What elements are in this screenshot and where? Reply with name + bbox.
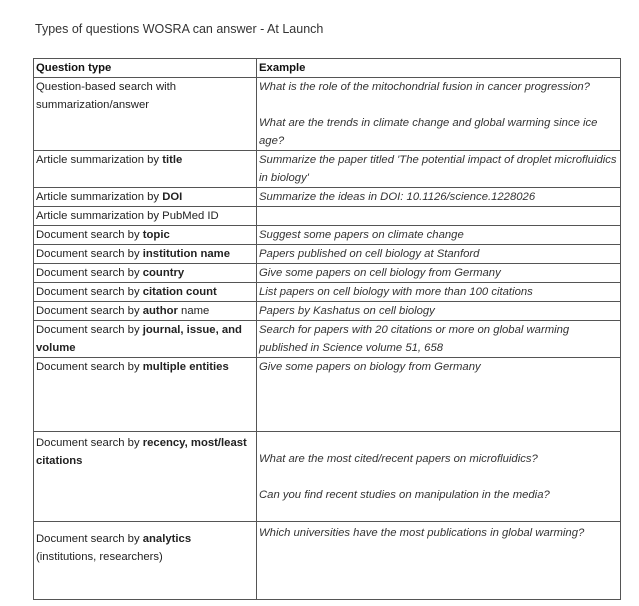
example-cell	[257, 188, 621, 207]
example-cell	[257, 226, 621, 245]
table-row	[34, 264, 621, 283]
table-row	[34, 321, 621, 358]
question-type-cell: Document search by multiple entities	[34, 358, 257, 432]
example-cell	[257, 358, 621, 432]
example-text: Search for papers with 20 citations or more on global warming published in Science volume 51, 658	[259, 324, 570, 354]
example-cell	[257, 321, 621, 358]
table-row	[34, 302, 621, 321]
example-text: Which universities have the most publications in global warming?	[259, 527, 585, 539]
question-type-cell: Document search by recency, most/least citations	[34, 432, 257, 522]
example-cell	[257, 522, 621, 600]
table-row	[34, 188, 621, 207]
question-type-cell: Document search by topic	[34, 226, 257, 245]
question-type-cell: Document search by author name	[34, 302, 257, 321]
table-header-row	[34, 59, 621, 78]
table-row	[34, 245, 621, 264]
table-row	[34, 283, 621, 302]
question-type-cell: Document search by institution name	[34, 245, 257, 264]
table-row	[34, 151, 621, 188]
example-text: What are the trends in climate change and global warming since ice age?	[259, 117, 598, 147]
example-text: Papers by Kashatus on cell biology	[259, 305, 435, 317]
question-type-cell: Article summarization by DOI	[34, 188, 257, 207]
question-type-cell: Article summarization by title	[34, 151, 257, 188]
question-type-cell: Document search by country	[34, 264, 257, 283]
question-type-cell: Document search by analytics (institutions, researchers)	[34, 522, 257, 600]
question-types-table	[33, 58, 621, 600]
question-type-cell: Document search by citation count	[34, 283, 257, 302]
table-row	[34, 432, 621, 522]
question-type-cell: Document search by journal, issue, and volume	[34, 321, 257, 358]
header-example: Example	[257, 59, 621, 78]
example-text: Can you find recent studies on manipulation in the media?	[259, 488, 550, 501]
question-type-cell: Question-based search with summarization/answer	[34, 78, 257, 151]
example-text: Summarize the ideas in DOI: 10.1126/science.1228026	[259, 191, 536, 203]
table-row	[34, 358, 621, 432]
example-text: List papers on cell biology with more than 100 citations	[259, 286, 533, 298]
example-text: Papers published on cell biology at Stanford	[259, 248, 480, 260]
example-text: What are the most cited/recent papers on microfluidics?	[259, 452, 538, 465]
example-text: Suggest some papers on climate change	[259, 229, 464, 241]
document-title: Types of questions WOSRA can answer - At Launch	[35, 22, 324, 36]
example-cell	[257, 78, 621, 151]
example-cell	[257, 302, 621, 321]
example-cell	[257, 151, 621, 188]
example-text: Give some papers on biology from Germany	[259, 361, 481, 373]
table-row	[34, 78, 621, 151]
example-cell	[257, 264, 621, 283]
table-row	[34, 522, 621, 600]
example-text: What is the role of the mitochondrial fusion in cancer progression?	[259, 81, 590, 93]
example-cell	[257, 245, 621, 264]
question-type-cell: Article summarization by PubMed ID	[34, 207, 257, 226]
example-text: Give some papers on cell biology from Germany	[259, 267, 501, 279]
example-text: Summarize the paper titled 'The potential impact of droplet microfluidics in biology'	[259, 154, 617, 184]
header-question-type: Question type	[34, 59, 257, 78]
example-cell	[257, 432, 621, 522]
example-cell	[257, 207, 621, 226]
table-row	[34, 226, 621, 245]
table-row	[34, 207, 621, 226]
example-cell	[257, 283, 621, 302]
